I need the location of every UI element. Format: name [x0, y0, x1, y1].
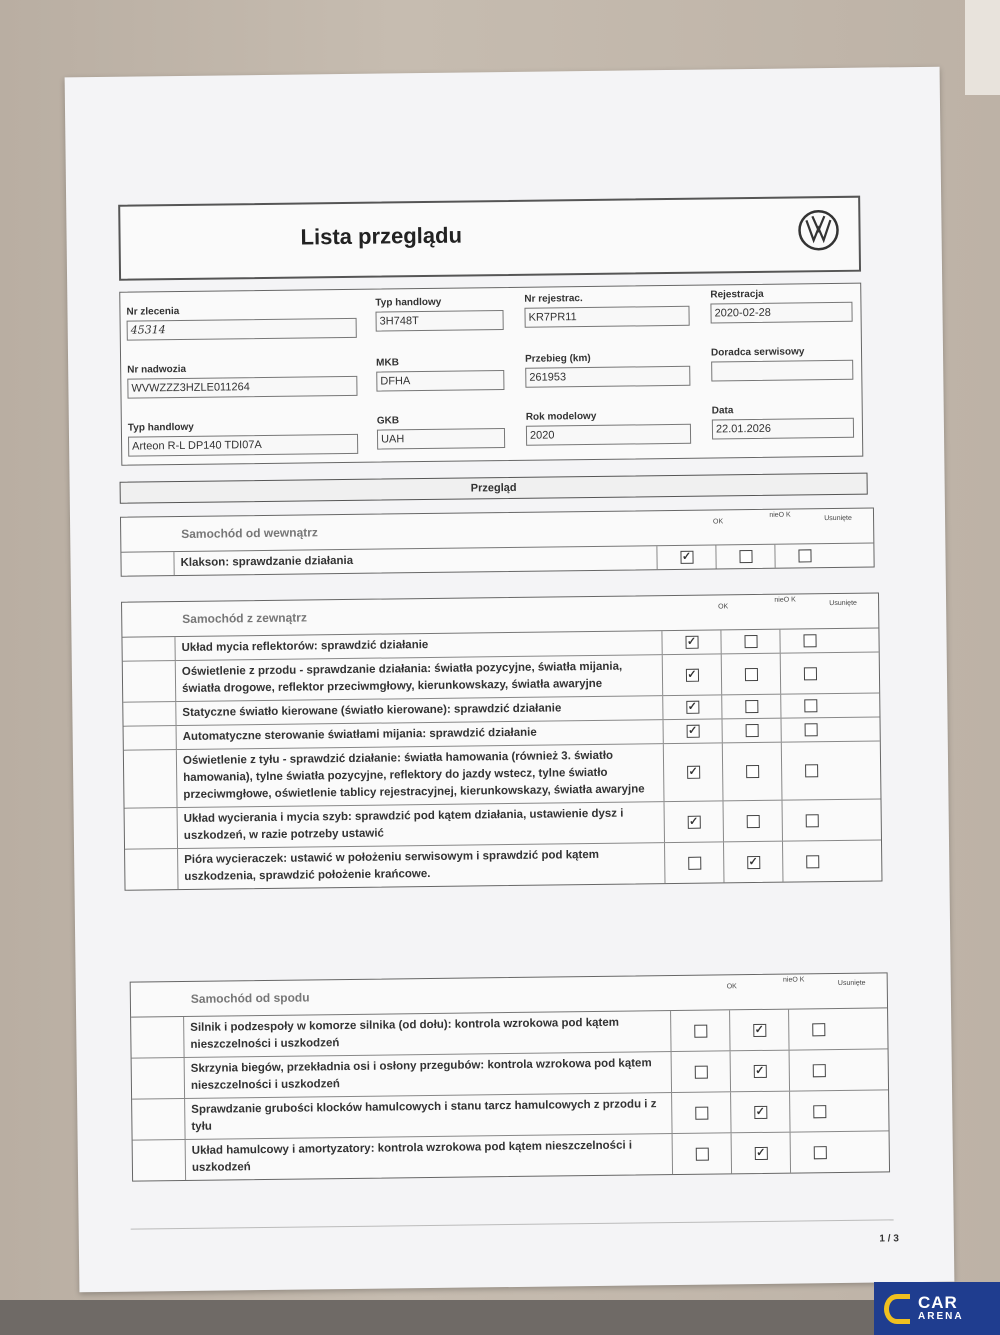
checkbox-ok[interactable]	[694, 1065, 707, 1078]
checkbox-usuniete[interactable]	[798, 549, 811, 562]
section-outside	[121, 592, 882, 890]
checkbox-nio[interactable]	[745, 724, 758, 737]
checklist-item-text: Układ hamulcowy i amortyzatory: kontrola wzrokowa pod kątem nieszczelności i uszkodzeń	[186, 1134, 673, 1180]
col-nio-header: nieO K	[769, 511, 791, 519]
checkbox-nio[interactable]	[746, 814, 759, 827]
background-wall	[965, 0, 1000, 95]
checklist-row: Klakson: sprawdzanie działania ✓	[121, 544, 873, 576]
section-title: Samochód z zewnątrz	[182, 610, 308, 626]
field-typ-handlowy-code: Typ handlowy 3H748T	[375, 296, 503, 332]
col-ok-header: OK	[726, 983, 737, 991]
col-ok-header: OK	[718, 603, 729, 611]
document-header	[118, 196, 861, 281]
checkbox-usuniete[interactable]	[806, 855, 819, 868]
checkbox-nio[interactable]	[744, 667, 757, 680]
checkbox-usuniete[interactable]	[804, 723, 817, 736]
checklist-item-text: Sprawdzanie grubości klocków hamulcowych i stanu tarcz hamulcowych z przodu i z tyłu	[185, 1093, 672, 1139]
checklist-item-text: Pióra wycieraczek: ustawić w położeniu serwisowym i sprawdzić pod kątem uszkodzenia, sprawdzić położenie krańcowe.	[178, 843, 665, 889]
nr-zlecenia-value: 45314	[127, 318, 357, 341]
checkbox-nio[interactable]	[745, 700, 758, 713]
checkbox-ok[interactable]	[688, 856, 701, 869]
checkbox-ok[interactable]	[695, 1106, 708, 1119]
checkbox-ok[interactable]: ✓	[687, 700, 698, 713]
checkbox-usuniete[interactable]	[812, 1023, 825, 1036]
checkbox-ok[interactable]: ✓	[689, 815, 699, 828]
field-nr-nadwozia: Nr nadwozia WVWZZZ3HZLE011264	[127, 362, 357, 399]
checkbox-usuniete[interactable]	[803, 634, 816, 647]
checkbox-nio[interactable]: ✓	[748, 855, 758, 868]
checkbox-nio[interactable]: ✓	[755, 1105, 765, 1118]
col-usuniete-header: Usunięte	[829, 599, 857, 608]
field-data: Data 22.01.2026	[712, 404, 854, 440]
col-usuniete-header: Usunięte	[824, 514, 852, 523]
checklist-item-text: Automatyczne sterowanie światłami mijania: sprawdzić działanie	[177, 720, 664, 749]
col-nio-header: nieO K	[774, 596, 796, 604]
checkbox-ok[interactable]: ✓	[681, 550, 692, 563]
car-arena-watermark	[874, 1282, 1000, 1335]
field-mkb: MKB DFHA	[376, 356, 504, 392]
checkbox-ok[interactable]: ✓	[687, 668, 697, 681]
checkbox-usuniete[interactable]	[805, 814, 818, 827]
checkbox-nio[interactable]	[746, 765, 759, 778]
col-ok-header: OK	[712, 518, 724, 526]
checklist-row	[133, 1131, 889, 1180]
checkbox-usuniete[interactable]	[804, 699, 817, 712]
page-number: 1 / 3	[879, 1233, 899, 1245]
checkbox-nio[interactable]	[739, 550, 752, 563]
checkbox-ok[interactable]: ✓	[687, 724, 698, 737]
checkbox-usuniete[interactable]	[803, 667, 816, 680]
checkbox-ok[interactable]: ✓	[688, 765, 698, 778]
checkbox-nio[interactable]: ✓	[754, 1023, 764, 1036]
checkbox-usuniete[interactable]	[813, 1146, 826, 1159]
watermark-line2: ARENA	[918, 1311, 964, 1322]
document-title: Lista przeglądu	[300, 222, 463, 250]
checkbox-usuniete[interactable]	[812, 1064, 825, 1077]
checkbox-nio[interactable]: ✓	[756, 1146, 766, 1159]
checkbox-ok[interactable]	[695, 1147, 708, 1160]
document-page	[65, 67, 955, 1293]
watermark-line1: CAR	[918, 1293, 958, 1312]
checkbox-nio[interactable]: ✓	[755, 1064, 765, 1077]
section-inside	[120, 508, 875, 577]
col-nio-header: nieO K	[782, 976, 805, 984]
footer-divider	[131, 1219, 894, 1229]
przeglad-heading: Przegląd	[120, 473, 868, 504]
vehicle-info-panel	[119, 283, 863, 466]
field-rok-modelowy: Rok modelowy 2020	[526, 410, 691, 446]
field-nr-rejestrac: Nr rejestrac. KR7PR11	[524, 292, 689, 328]
vw-logo-icon	[796, 208, 841, 253]
checklist-item-text: Oświetlenie z tyłu - sprawdzić działanie: światła hamowania (również 3. światło hamowania), tylne światła pozycyjne, reflektory do jazdy wstecz, tylne światło przeciwmgłowe, oświetlenie tablicy rejestracyjnej, kierunkowskazy, światła awaryjne	[177, 744, 665, 807]
checkbox-ok[interactable]	[694, 1024, 707, 1037]
checklist-item-text: Układ mycia reflektorów: sprawdzić działanie	[175, 631, 662, 660]
section-title: Samochód od wewnątrz	[181, 525, 318, 541]
field-przebieg: Przebieg (km) 261953	[525, 352, 690, 388]
field-doradca: Doradca serwisowy	[711, 346, 853, 382]
background-floor	[0, 1300, 1000, 1335]
field-rejestracja: Rejestracja 2020-02-28	[710, 288, 852, 324]
field-gkb: GKB UAH	[377, 414, 505, 450]
checklist-item-text: Statyczne światło kierowane (światło kierowane): sprawdzić działanie	[176, 696, 663, 725]
field-nr-zlecenia: Nr zlecenia 45314	[126, 304, 356, 341]
col-usuniete-header: Usunięte	[837, 979, 866, 988]
checklist-row	[124, 741, 881, 808]
checkbox-nio[interactable]	[744, 635, 757, 648]
car-arena-logo-icon	[884, 1294, 910, 1324]
checklist-item-text: Układ wycierania i mycia szyb: sprawdzić pod kątem działania, ustawienie dysz i uszkodzeń, w razie potrzeby ustawić	[178, 802, 665, 848]
section-title: Samochód od spodu	[190, 990, 310, 1006]
checklist-row	[125, 840, 881, 889]
checklist-item-text: Oświetlenie z przodu - sprawdzanie działania: światła pozycyjne, światła mijania, światła drogowe, reflektor przeciwmgłowy, kierunkowskazy, światła awaryjne	[176, 655, 663, 701]
checkbox-usuniete[interactable]	[805, 764, 818, 777]
section-underbody	[130, 972, 890, 1181]
checkbox-ok[interactable]: ✓	[686, 635, 697, 648]
field-typ-handlowy: Typ handlowy Arteon R-L DP140 TDI07A	[128, 420, 358, 457]
checkbox-usuniete[interactable]	[813, 1105, 826, 1118]
checklist-item-text: Skrzynia biegów, przekładnia osi i osłony przegubów: kontrola wzrokowa pod kątem nieszczelności i uszkodzeń	[185, 1052, 672, 1098]
checklist-item-text: Silnik i podzespoły w komorze silnika (od dołu): kontrola wzrokowa pod kątem nieszczelności i uszkodzeń	[184, 1011, 671, 1057]
